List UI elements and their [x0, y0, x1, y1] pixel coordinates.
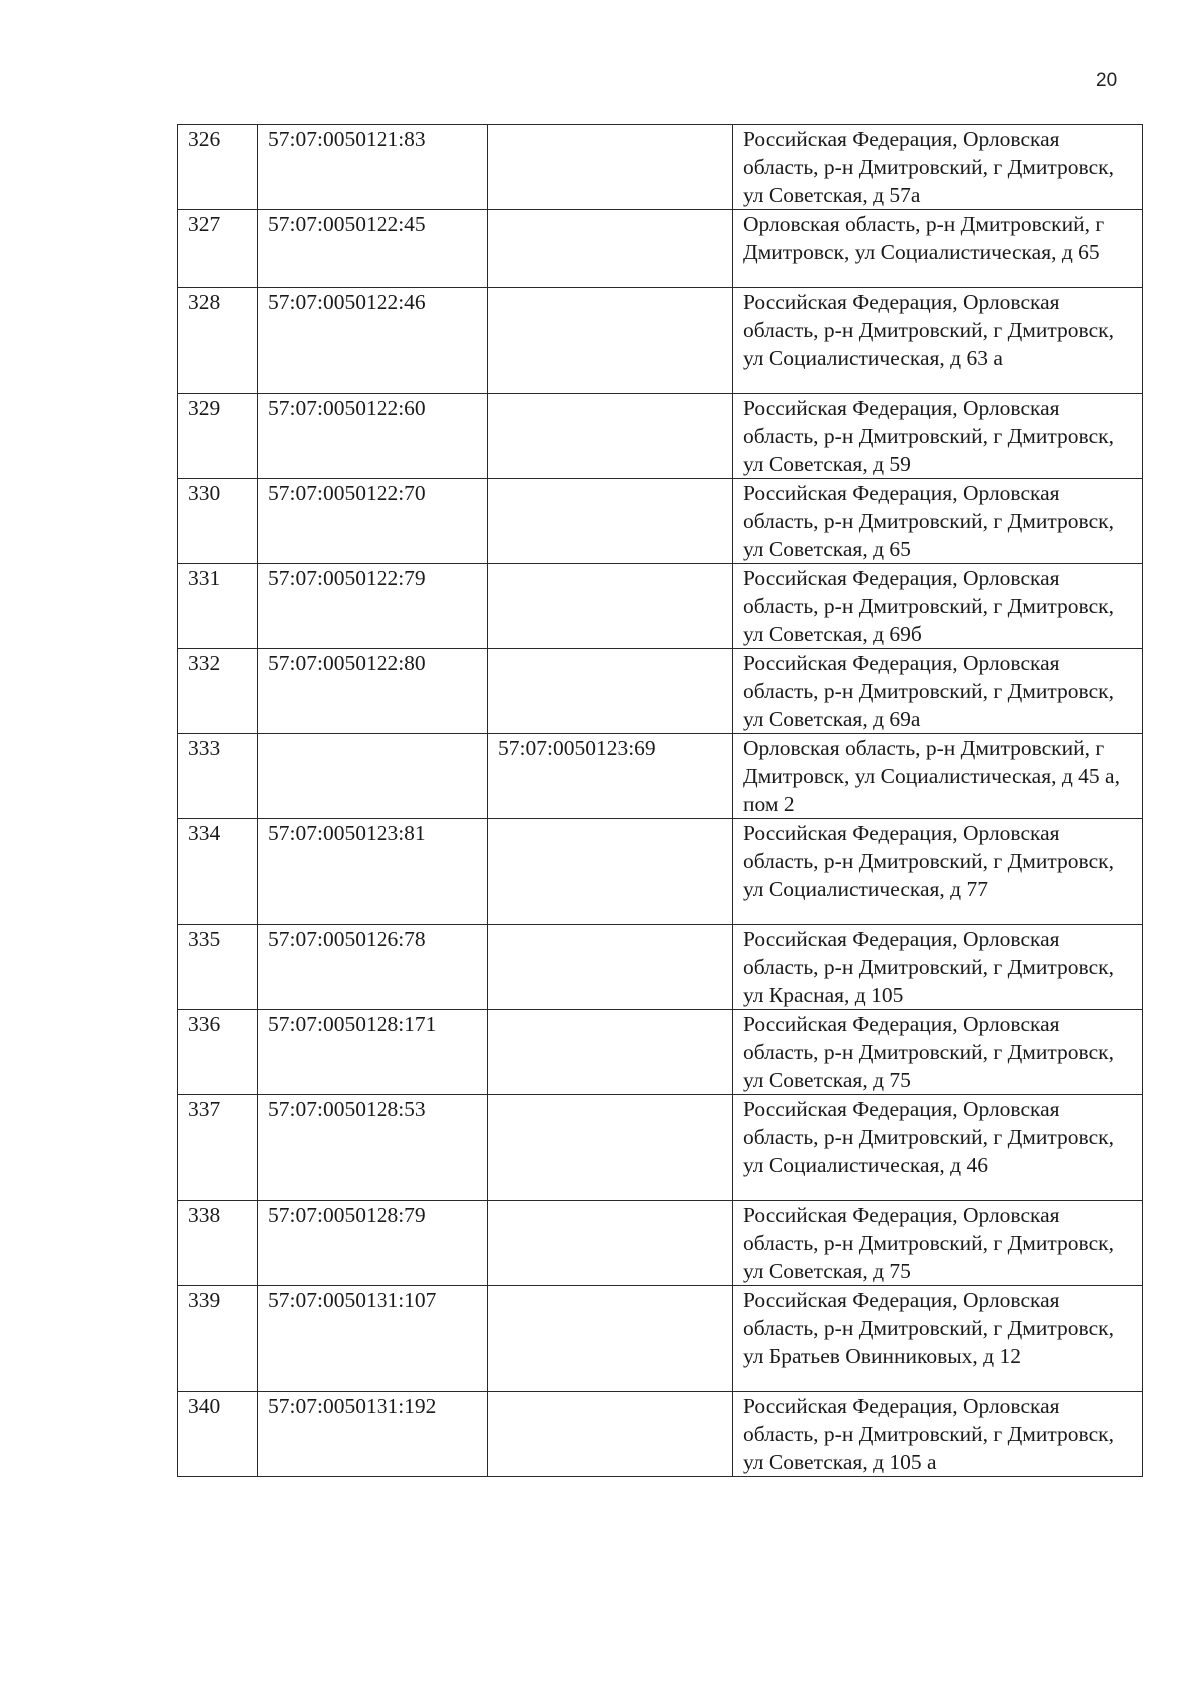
- address: Орловская область, р-н Дмитровский, г Дмитровск, ул Социалистическая, д 65: [733, 210, 1143, 288]
- row-number: 333: [178, 734, 258, 819]
- table-row: [178, 1392, 1143, 1477]
- row-number: 326: [178, 125, 258, 210]
- table-row: [178, 288, 1143, 394]
- table-row: [178, 1010, 1143, 1095]
- room-cadastral-number: 57:07:0050123:69: [488, 734, 733, 819]
- cadastral-number: 57:07:0050131:192: [258, 1392, 488, 1477]
- row-number: 328: [178, 288, 258, 394]
- row-number: 340: [178, 1392, 258, 1477]
- table-row: [178, 564, 1143, 649]
- cadastral-number: 57:07:0050123:81: [258, 819, 488, 925]
- room-cadastral-number: [488, 394, 733, 479]
- table-row: [178, 734, 1143, 819]
- room-cadastral-number: [488, 210, 733, 288]
- room-cadastral-number: [488, 1095, 733, 1201]
- room-cadastral-number: [488, 125, 733, 210]
- address: Орловская область, р-н Дмитровский, г Дмитровск, ул Социалистическая, д 45 а, пом 2: [733, 734, 1143, 819]
- cadastral-number: 57:07:0050122:60: [258, 394, 488, 479]
- table-row: [178, 925, 1143, 1010]
- cadastral-number: 57:07:0050126:78: [258, 925, 488, 1010]
- table-row: [178, 210, 1143, 288]
- address: Российская Федерация, Орловская область, р-н Дмитровский, г Дмитровск, ул Советская, д 75: [733, 1201, 1143, 1286]
- address: Российская Федерация, Орловская область, р-н Дмитровский, г Дмитровск, ул Социалистическая, д 77: [733, 819, 1143, 925]
- address: Российская Федерация, Орловская область, р-н Дмитровский, г Дмитровск, ул Советская, д 105 а: [733, 1392, 1143, 1477]
- cadastral-number: 57:07:0050128:53: [258, 1095, 488, 1201]
- room-cadastral-number: [488, 1392, 733, 1477]
- table-row: [178, 394, 1143, 479]
- cadastral-number: 57:07:0050122:79: [258, 564, 488, 649]
- table-row: [178, 1201, 1143, 1286]
- row-number: 338: [178, 1201, 258, 1286]
- cadastral-number: [258, 734, 488, 819]
- address: Российская Федерация, Орловская область, р-н Дмитровский, г Дмитровск, ул Социалистическая, д 46: [733, 1095, 1143, 1201]
- row-number: 337: [178, 1095, 258, 1201]
- table-row: [178, 479, 1143, 564]
- table-row: [178, 819, 1143, 925]
- room-cadastral-number: [488, 819, 733, 925]
- row-number: 339: [178, 1286, 258, 1392]
- address: Российская Федерация, Орловская область, р-н Дмитровский, г Дмитровск, ул Советская, д 69б: [733, 564, 1143, 649]
- room-cadastral-number: [488, 1201, 733, 1286]
- room-cadastral-number: [488, 1286, 733, 1392]
- room-cadastral-number: [488, 925, 733, 1010]
- page-number: 20: [1096, 70, 1118, 91]
- cadastral-number: 57:07:0050121:83: [258, 125, 488, 210]
- cadastral-number: 57:07:0050122:80: [258, 649, 488, 734]
- cadastral-number: 57:07:0050122:45: [258, 210, 488, 288]
- cadastral-number: 57:07:0050131:107: [258, 1286, 488, 1392]
- room-cadastral-number: [488, 649, 733, 734]
- row-number: 327: [178, 210, 258, 288]
- address: Российская Федерация, Орловская область, р-н Дмитровский, г Дмитровск, ул Красная, д 105: [733, 925, 1143, 1010]
- property-registry-table: [177, 124, 1143, 1477]
- table-row: [178, 649, 1143, 734]
- table-body: [178, 125, 1143, 1477]
- row-number: 336: [178, 1010, 258, 1095]
- address: Российская Федерация, Орловская область, р-н Дмитровский, г Дмитровск, ул Советская, д 59: [733, 394, 1143, 479]
- address: Российская Федерация, Орловская область, р-н Дмитровский, г Дмитровск, ул Советская, д 69а: [733, 649, 1143, 734]
- table-row: [178, 125, 1143, 210]
- room-cadastral-number: [488, 564, 733, 649]
- cadastral-number: 57:07:0050122:70: [258, 479, 488, 564]
- room-cadastral-number: [488, 479, 733, 564]
- address: Российская Федерация, Орловская область, р-н Дмитровский, г Дмитровск, ул Советская, д 65: [733, 479, 1143, 564]
- row-number: 332: [178, 649, 258, 734]
- address: Российская Федерация, Орловская область, р-н Дмитровский, г Дмитровск, ул Социалистическая, д 63 а: [733, 288, 1143, 394]
- address: Российская Федерация, Орловская область, р-н Дмитровский, г Дмитровск, ул Советская, д 57а: [733, 125, 1143, 210]
- room-cadastral-number: [488, 1010, 733, 1095]
- address: Российская Федерация, Орловская область, р-н Дмитровский, г Дмитровск, ул Братьев Овинниковых, д 12: [733, 1286, 1143, 1392]
- row-number: 329: [178, 394, 258, 479]
- cadastral-number: 57:07:0050122:46: [258, 288, 488, 394]
- row-number: 334: [178, 819, 258, 925]
- table-row: [178, 1095, 1143, 1201]
- cadastral-number: 57:07:0050128:171: [258, 1010, 488, 1095]
- cadastral-number: 57:07:0050128:79: [258, 1201, 488, 1286]
- address: Российская Федерация, Орловская область, р-н Дмитровский, г Дмитровск, ул Советская, д 75: [733, 1010, 1143, 1095]
- row-number: 335: [178, 925, 258, 1010]
- row-number: 331: [178, 564, 258, 649]
- table-row: [178, 1286, 1143, 1392]
- room-cadastral-number: [488, 288, 733, 394]
- row-number: 330: [178, 479, 258, 564]
